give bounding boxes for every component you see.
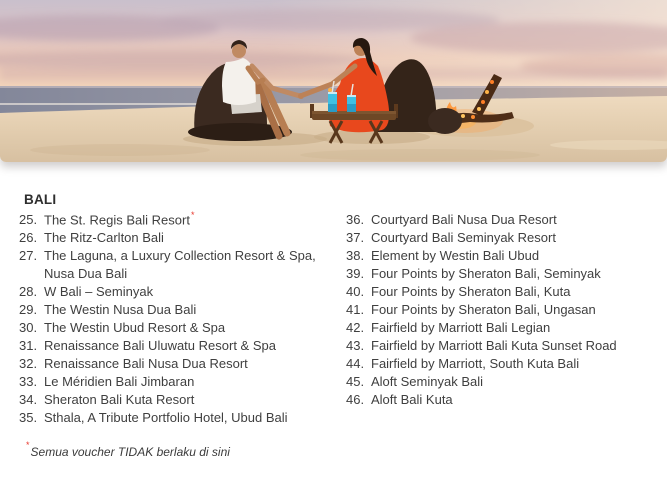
list-item-number: 38. <box>346 248 365 263</box>
list-item-number: 34. <box>19 392 38 408</box>
list-item-label: Four Points by Sheraton Bali, Ungasan <box>371 302 596 317</box>
hero-photo <box>0 0 667 162</box>
list-item-number: 29. <box>19 302 38 318</box>
list-item <box>19 391 316 409</box>
list-item-label: Fairfield by Marriott Bali Kuta Sunset Road <box>371 338 617 353</box>
list-item <box>346 283 652 301</box>
beach-sunset-illustration <box>0 0 667 162</box>
footnote <box>25 440 230 460</box>
list-item-label: Renaissance Bali Nusa Dua Resort <box>44 356 248 372</box>
list-item-label: Courtyard Bali Nusa Dua Resort <box>371 212 557 227</box>
list-item <box>346 247 652 265</box>
list-item <box>346 211 652 229</box>
list-item <box>19 283 316 301</box>
list-item-label: W Bali – Seminyak <box>44 284 154 300</box>
list-item-number: 32. <box>19 356 38 372</box>
list-item-number: 26. <box>19 230 38 246</box>
list-item-number: 40. <box>346 284 365 299</box>
list-item-number: 46. <box>346 392 365 407</box>
list-item-label: The Westin Ubud Resort & Spa <box>44 320 226 336</box>
list-item-number: 25. <box>19 212 38 227</box>
list-item-label: The Laguna, a Luxury Collection Resort & Spa, Nusa Dua Bali <box>44 248 316 282</box>
list-item <box>346 229 652 247</box>
list-item-label: Fairfield by Marriott, South Kuta Bali <box>371 356 580 371</box>
list-item <box>346 337 652 355</box>
list-item-number: 30. <box>19 320 38 336</box>
list-item <box>346 301 652 319</box>
list-item <box>346 355 652 373</box>
list-item-number: 36. <box>346 212 365 227</box>
section-heading: BALI <box>24 192 57 207</box>
list-item-number: 27. <box>19 248 38 264</box>
list-item <box>346 319 652 337</box>
list-item-number: 44. <box>346 356 365 371</box>
list-item-label: Element by Westin Bali Ubud <box>371 248 540 263</box>
list-item-label: Le Méridien Bali Jimbaran <box>44 374 195 390</box>
list-item-number: 43. <box>346 338 365 353</box>
list-item-label: Fairfield by Marriott Bali Legian <box>371 320 551 335</box>
list-item <box>19 409 316 427</box>
list-item <box>19 319 316 337</box>
list-item-label: Four Points by Sheraton Bali, Seminyak <box>371 266 601 281</box>
list-item-label: Aloft Seminyak Bali <box>371 374 483 389</box>
list-item <box>346 391 652 409</box>
hotel-list <box>19 211 316 427</box>
list-item-label: Sthala, A Tribute Portfolio Hotel, Ubud Bali <box>44 410 288 426</box>
list-item-number: 35. <box>19 410 38 426</box>
list-item-number: 41. <box>346 302 365 317</box>
list-item-label: Renaissance Bali Uluwatu Resort & Spa <box>44 338 276 354</box>
list-item-number: 37. <box>346 230 365 245</box>
footnote-marker: * <box>190 210 195 220</box>
list-item-label: The Westin Nusa Dua Bali <box>44 302 197 318</box>
list-item-label: The Ritz-Carlton Bali <box>44 230 164 246</box>
list-item <box>19 373 316 391</box>
list-item-number: 45. <box>346 374 365 389</box>
list-item <box>19 211 316 229</box>
list-item <box>19 337 316 355</box>
list-item <box>346 373 652 391</box>
hotel-list-left-column <box>19 211 316 427</box>
list-item <box>19 247 316 283</box>
footnote-marker: * <box>26 440 30 450</box>
hotel-list <box>346 211 652 409</box>
footnote-text: Semua voucher TIDAK berlaku di sini <box>30 445 230 459</box>
list-item-number: 33. <box>19 374 38 390</box>
list-item <box>19 229 316 247</box>
list-item-text: The St. Regis Bali Resort <box>44 212 190 228</box>
list-item-number: 31. <box>19 338 38 354</box>
list-item <box>19 355 316 373</box>
list-item-number: 42. <box>346 320 365 335</box>
list-item-number: 39. <box>346 266 365 281</box>
list-item <box>19 301 316 319</box>
list-item-label: Courtyard Bali Seminyak Resort <box>371 230 556 245</box>
list-item-label: Sheraton Bali Kuta Resort <box>44 392 195 408</box>
list-item <box>346 265 652 283</box>
list-item-label <box>44 211 316 229</box>
list-item-number: 28. <box>19 284 38 300</box>
list-item-label: Four Points by Sheraton Bali, Kuta <box>371 284 571 299</box>
list-item-label: Aloft Bali Kuta <box>371 392 453 407</box>
hotel-list-right-column <box>346 211 652 409</box>
